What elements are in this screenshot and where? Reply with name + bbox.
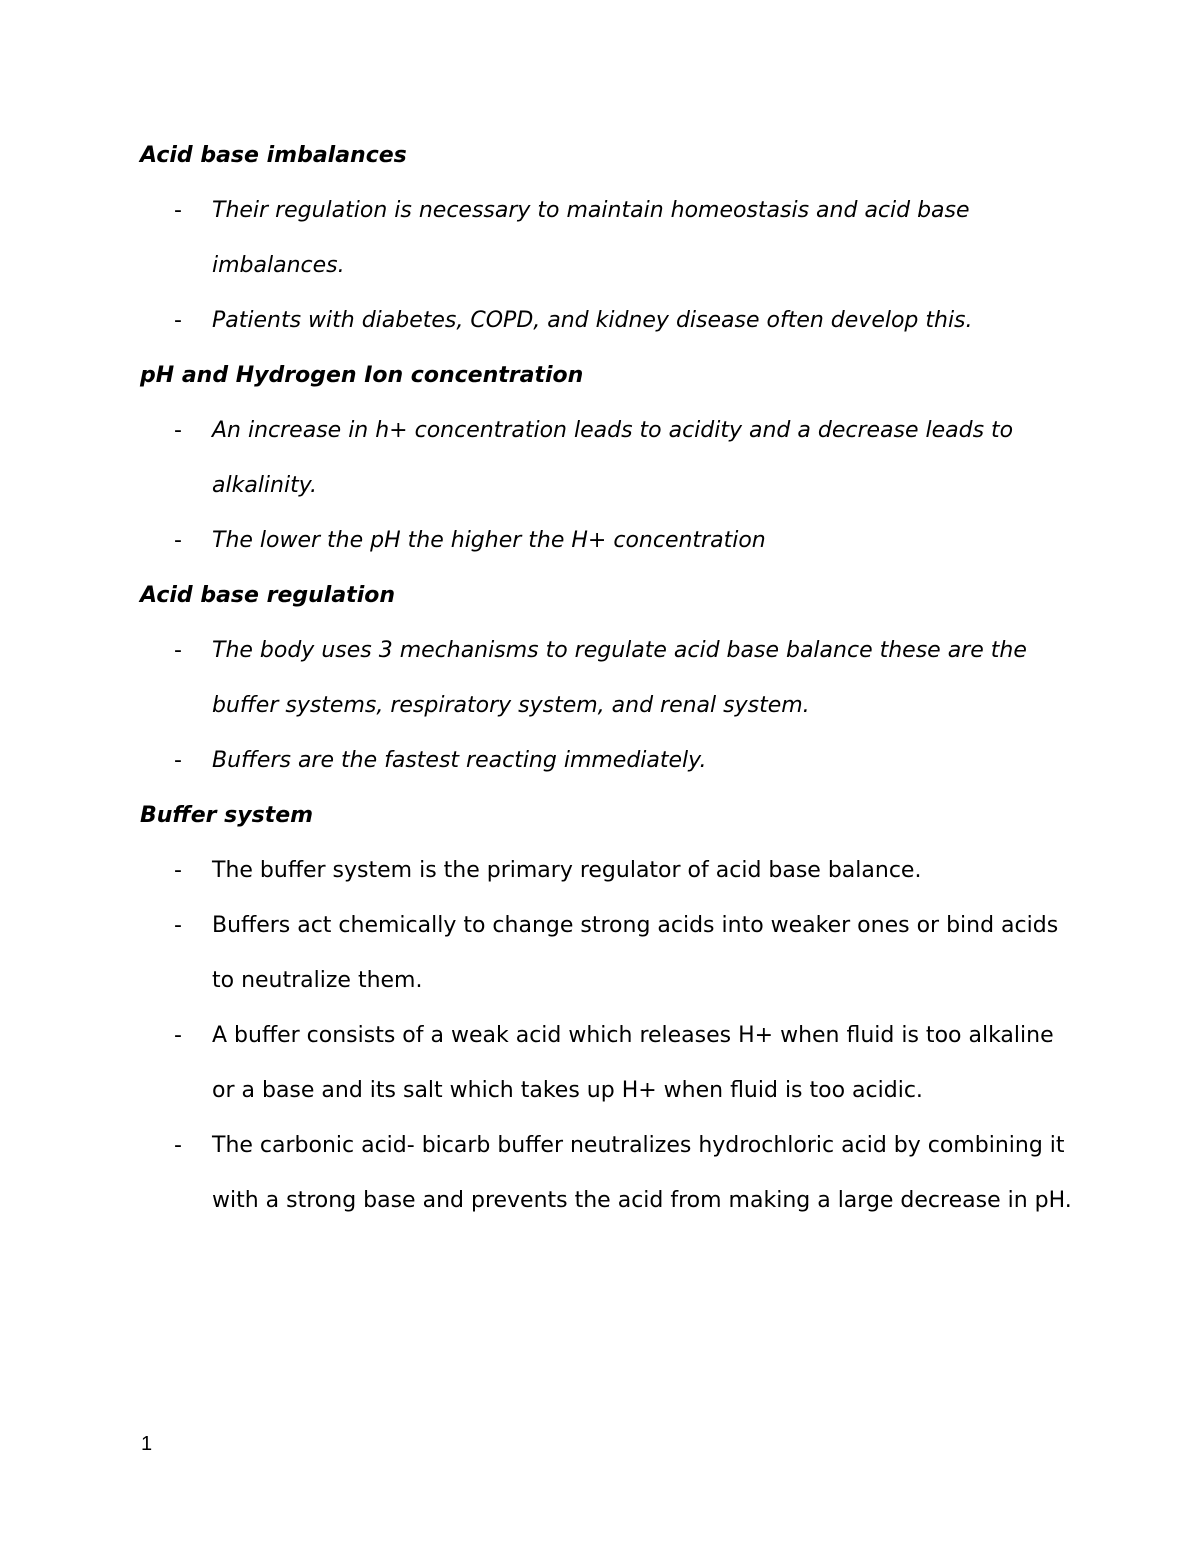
bullet-item (140, 403, 1080, 513)
bullet-dash: - (174, 748, 182, 773)
document-body (140, 128, 1080, 1228)
bullet-text: A buffer consists of a weak acid which releases H+ when fluid is too alkaline or a base and its salt which takes up H+ when fluid is too acidic. (212, 1023, 1054, 1103)
bullet-dash: - (174, 638, 182, 663)
bullet-list (140, 403, 1080, 568)
bullet-list (140, 183, 1080, 348)
bullet-text: The body uses 3 mechanisms to regulate acid base balance these are the buffer systems, respiratory system, and renal system. (212, 638, 1027, 718)
bullet-dash: - (174, 858, 182, 883)
bullet-text: Patients with diabetes, COPD, and kidney disease often develop this. (212, 308, 973, 333)
bullet-dash: - (174, 308, 182, 333)
page-number: 1 (141, 1433, 153, 1455)
section-buffer-system (140, 788, 1080, 1228)
section-acid-base-imbalances (140, 128, 1080, 348)
bullet-item (140, 183, 1080, 293)
section-heading: Acid base imbalances (140, 143, 407, 168)
bullet-dash: - (174, 198, 182, 223)
bullet-list (140, 843, 1080, 1228)
section-heading: Buffer system (140, 803, 314, 828)
bullet-dash: - (174, 418, 182, 443)
bullet-text: The buffer system is the primary regulator of acid base balance. (212, 858, 922, 883)
bullet-item (140, 1118, 1080, 1228)
bullet-text: An increase in h+ concentration leads to acidity and a decrease leads to alkalinity. (212, 418, 1014, 498)
bullet-item (140, 513, 1080, 568)
bullet-item (140, 293, 1080, 348)
bullet-item (140, 898, 1080, 1008)
bullet-item (140, 843, 1080, 898)
bullet-item (140, 733, 1080, 788)
bullet-text: The lower the pH the higher the H+ concentration (212, 528, 766, 553)
bullet-text: The carbonic acid- bicarb buffer neutralizes hydrochloric acid by combining it with a strong base and prevents the acid from making a large decrease in pH. (212, 1133, 1072, 1213)
section-acid-base-regulation (140, 568, 1080, 788)
bullet-dash: - (174, 913, 182, 938)
bullet-dash: - (174, 1023, 182, 1048)
bullet-text: Their regulation is necessary to maintain homeostasis and acid base imbalances. (212, 198, 970, 278)
bullet-text: Buffers act chemically to change strong acids into weaker ones or bind acids to neutralize them. (212, 913, 1059, 993)
section-heading: Acid base regulation (140, 583, 396, 608)
section-heading: pH and Hydrogen Ion concentration (140, 363, 584, 388)
section-ph-hydrogen-ion (140, 348, 1080, 568)
bullet-item (140, 623, 1080, 733)
bullet-dash: - (174, 528, 182, 553)
bullet-dash: - (174, 1133, 182, 1158)
bullet-list (140, 623, 1080, 788)
bullet-text: Buffers are the fastest reacting immediately. (212, 748, 707, 773)
bullet-item (140, 1008, 1080, 1118)
